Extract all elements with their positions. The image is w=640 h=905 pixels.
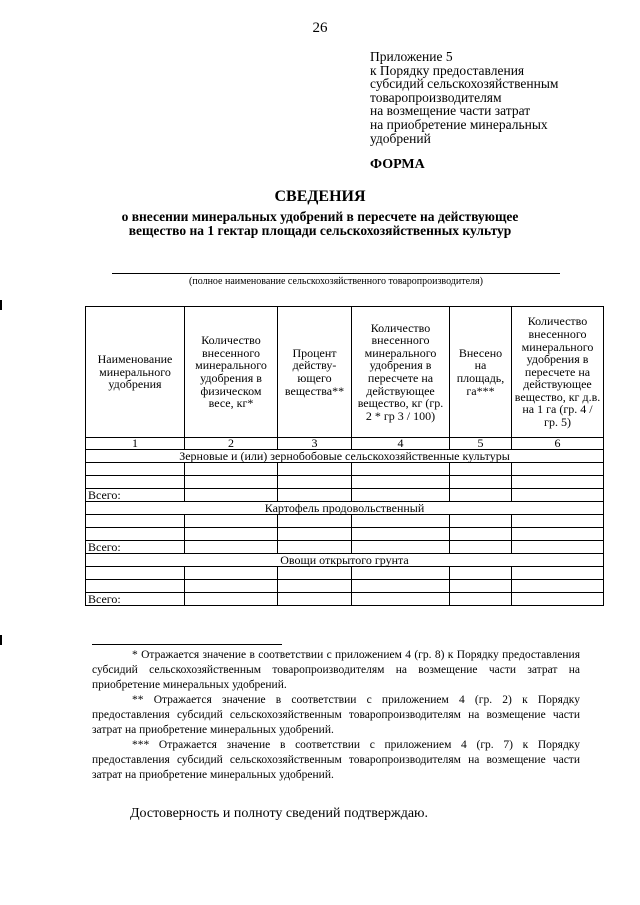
subtitle-line: вещество на 1 гектар площади сельскохозяйственных культур bbox=[128, 223, 512, 238]
table-header-row bbox=[86, 307, 604, 438]
header-cell: Количество внесенного минерального удобрения в пересчете на действующее вещество, кг (гр. 2 * гр 3 / 100) bbox=[352, 307, 450, 438]
column-number-row bbox=[86, 438, 604, 450]
column-number: 5 bbox=[450, 438, 512, 450]
table-cell[interactable] bbox=[512, 541, 604, 554]
appendix-line: субсидий сельскохозяйственным bbox=[370, 76, 559, 92]
footnote: * Отражается значение в соответствии с приложением 4 (гр. 8) к Порядку предоставления субсидий сельскохозяйственным товаропроизводителям на возмещение части затрат на приобретение минеральных удобрений. bbox=[92, 649, 580, 691]
table-cell[interactable] bbox=[450, 476, 512, 489]
table-cell[interactable] bbox=[278, 528, 352, 541]
footnotes bbox=[92, 648, 580, 783]
table-cell[interactable] bbox=[86, 580, 185, 593]
table-cell[interactable] bbox=[278, 463, 352, 476]
table-cell[interactable] bbox=[185, 528, 278, 541]
table-cell[interactable] bbox=[278, 593, 352, 606]
table-cell[interactable] bbox=[86, 476, 185, 489]
fertilizer-table bbox=[85, 306, 604, 606]
footnote-divider bbox=[92, 644, 282, 645]
column-number: 1 bbox=[86, 438, 185, 450]
confirmation-statement: Достоверность и полноту сведений подтверждаю. bbox=[130, 806, 428, 821]
table-cell[interactable] bbox=[450, 463, 512, 476]
table-cell[interactable] bbox=[352, 476, 450, 489]
producer-name-caption: (полное наименование сельскохозяйственного товаропроизводителя) bbox=[189, 276, 483, 287]
section-header-row bbox=[86, 502, 604, 515]
header-cell: Внесено на площадь, га*** bbox=[450, 307, 512, 438]
table-cell[interactable] bbox=[352, 593, 450, 606]
table-cell[interactable] bbox=[352, 567, 450, 580]
scan-edge-mark bbox=[0, 300, 2, 310]
table-cell[interactable] bbox=[352, 489, 450, 502]
appendix-block bbox=[370, 50, 630, 145]
section-header-row bbox=[86, 554, 604, 567]
table-cell[interactable] bbox=[185, 541, 278, 554]
table-cell[interactable] bbox=[352, 541, 450, 554]
total-label: Всего: bbox=[86, 593, 185, 606]
table-cell[interactable] bbox=[450, 528, 512, 541]
table-cell[interactable] bbox=[86, 528, 185, 541]
table-row bbox=[86, 567, 604, 580]
table-cell[interactable] bbox=[278, 580, 352, 593]
table-cell[interactable] bbox=[185, 580, 278, 593]
appendix-line: к Порядку предоставления bbox=[370, 62, 525, 78]
table-cell[interactable] bbox=[512, 463, 604, 476]
section-title: Зерновые и (или) зернобобовые сельскохозяйственные культуры bbox=[86, 450, 604, 463]
table-cell[interactable] bbox=[185, 463, 278, 476]
table-row bbox=[86, 515, 604, 528]
form-label: ФОРМА bbox=[370, 157, 425, 172]
table-row bbox=[86, 528, 604, 541]
document-title: СВЕДЕНИЯ bbox=[274, 188, 366, 205]
total-row bbox=[86, 541, 604, 554]
total-row bbox=[86, 593, 604, 606]
header-cell: Наименование минерального удобрения bbox=[86, 307, 185, 438]
table-cell[interactable] bbox=[512, 593, 604, 606]
table-row bbox=[86, 463, 604, 476]
table-cell[interactable] bbox=[512, 476, 604, 489]
table-cell[interactable] bbox=[512, 580, 604, 593]
section-header-row bbox=[86, 450, 604, 463]
table-cell[interactable] bbox=[185, 476, 278, 489]
table-cell[interactable] bbox=[278, 515, 352, 528]
table-cell[interactable] bbox=[512, 528, 604, 541]
total-label: Всего: bbox=[86, 541, 185, 554]
header-cell: Количество внесенного минерального удобрения в физическом весе, кг* bbox=[185, 307, 278, 438]
scan-edge-mark bbox=[0, 635, 2, 645]
appendix-line: на приобретение минеральных bbox=[370, 116, 548, 132]
table-cell[interactable] bbox=[185, 489, 278, 502]
appendix-line: на возмещение части затрат bbox=[370, 103, 531, 119]
table-cell[interactable] bbox=[86, 515, 185, 528]
table-cell[interactable] bbox=[352, 515, 450, 528]
section-title: Картофель продовольственный bbox=[86, 502, 604, 515]
appendix-line: удобрений bbox=[370, 130, 431, 146]
appendix-line: Приложение 5 bbox=[370, 49, 453, 64]
section-title: Овощи открытого грунта bbox=[86, 554, 604, 567]
column-number: 4 bbox=[352, 438, 450, 450]
table-cell[interactable] bbox=[278, 476, 352, 489]
table-cell[interactable] bbox=[86, 463, 185, 476]
producer-name-line[interactable] bbox=[112, 273, 560, 274]
table-cell[interactable] bbox=[512, 567, 604, 580]
appendix-line: товаропроизводителям bbox=[370, 89, 502, 105]
table-cell[interactable] bbox=[450, 593, 512, 606]
subtitle-line: о внесении минеральных удобрений в пересчете на действующее bbox=[121, 209, 519, 224]
table-cell[interactable] bbox=[450, 541, 512, 554]
table-cell[interactable] bbox=[512, 489, 604, 502]
table-cell[interactable] bbox=[278, 489, 352, 502]
table-row bbox=[86, 580, 604, 593]
table-cell[interactable] bbox=[450, 567, 512, 580]
table-cell[interactable] bbox=[352, 580, 450, 593]
table-cell[interactable] bbox=[86, 567, 185, 580]
table-cell[interactable] bbox=[278, 567, 352, 580]
footnote: *** Отражается значение в соответствии с приложением 4 (гр. 7) к Порядку предоставления субсидий сельскохозяйственным товаропроизводителям на возмещение части затрат на приобретение минеральных удобрений. bbox=[92, 739, 580, 781]
table-cell[interactable] bbox=[185, 593, 278, 606]
table-cell[interactable] bbox=[185, 515, 278, 528]
column-number: 3 bbox=[278, 438, 352, 450]
header-cell: Количество внесенного минерального удобрения в пересчете на действующее вещество, кг д.в. на 1 га (гр. 4 / гр. 5) bbox=[512, 307, 604, 438]
footnote: ** Отражается значение в соответствии с приложением 4 (гр. 2) к Порядку предоставления субсидий сельскохозяйственным товаропроизводителям на возмещение части затрат на приобретение минеральных удобрений. bbox=[92, 694, 580, 736]
table-cell[interactable] bbox=[450, 580, 512, 593]
table-row bbox=[86, 476, 604, 489]
table-cell[interactable] bbox=[512, 515, 604, 528]
table-cell[interactable] bbox=[185, 567, 278, 580]
column-number: 6 bbox=[512, 438, 604, 450]
header-cell: Процент действу-ющего вещества** bbox=[278, 307, 352, 438]
table-cell[interactable] bbox=[278, 541, 352, 554]
table-cell[interactable] bbox=[352, 463, 450, 476]
table-cell[interactable] bbox=[352, 528, 450, 541]
document-subtitle bbox=[60, 210, 580, 238]
column-number: 2 bbox=[185, 438, 278, 450]
table-cell[interactable] bbox=[450, 489, 512, 502]
total-label: Всего: bbox=[86, 489, 185, 502]
total-row bbox=[86, 489, 604, 502]
table-cell[interactable] bbox=[450, 515, 512, 528]
page-number: 26 bbox=[312, 20, 328, 36]
